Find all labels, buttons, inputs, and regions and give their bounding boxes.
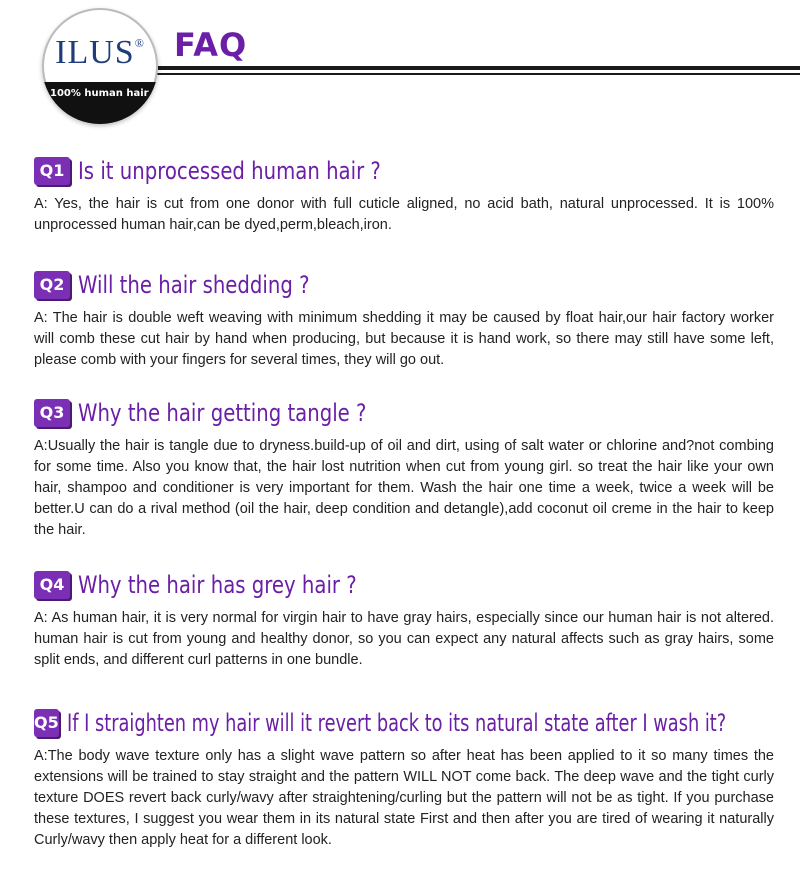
question-row [34,566,774,604]
question-row [34,394,774,432]
logo-band [42,82,158,124]
question-row [34,266,774,304]
question-text: If I straighten my hair will it revert back to its natural state after I wash it? [66,709,726,737]
answer-text: A: The hair is double weft weaving with minimum shedding it may be caused by float hair,our hair factory worker will comb these cut hair by hand when producing, but because it is hand work, so there may still have some left, please comb with your fingers for several times, they will go out. [34,310,774,368]
faq-item-4 [34,566,774,671]
question-text: Will the hair shedding ? [78,271,310,299]
question-row [34,152,774,190]
logo-tagline: 100% human hair [50,88,149,99]
question-badge: Q4 [34,571,70,599]
logo-wordmark: ILUS® [55,34,145,71]
question-text: Is it unprocessed human hair ? [78,157,381,185]
faq-item-2 [34,266,774,371]
header-rule-thick [150,66,800,70]
question-badge: Q2 [34,271,70,299]
faq-item-3 [34,394,774,541]
question-text: Why the hair getting tangle ? [78,399,367,427]
answer-text: A: As human hair, it is very normal for virgin hair to have gray hairs, especially since our human hair is not altered. human hair is cut from young and healthy donor, so you can expect any natural affects such as gray hairs, some split ends, and different curl patterns in one bundle. [34,610,774,668]
answer-text: A: Yes, the hair is cut from one donor with full cuticle aligned, no acid bath, natural unprocessed. It is 100% unprocessed human hair,can be dyed,perm,bleach,iron. [34,196,774,233]
question-badge: Q5 [34,709,59,737]
faq-item-1 [34,152,774,236]
page-header [0,0,800,130]
question-row [34,704,774,742]
header-rule-thin [150,73,800,75]
faq-item-5 [34,704,774,851]
page-title: FAQ [174,26,248,64]
answer-text: A:The body wave texture only has a slight wave pattern so after heat has been applied to it so many times the extensions will be trained to stay straight and the pattern WILL NOT come back. The deep wave and the tight curly texture DOES revert back curly/wavy after straightening/curling but the pattern will not be as tight. If you purchase these textures, I suggest you wear them in its natural state First and then after you are tired of wearing it naturally Curly/wavy then apply heat for a different look. [34,748,774,848]
question-badge: Q1 [34,157,70,185]
question-text: Why the hair has grey hair ? [78,571,357,599]
question-badge: Q3 [34,399,70,427]
brand-logo [42,8,158,124]
answer-text: A:Usually the hair is tangle due to dryness.build-up of oil and dirt, using of salt water or chlorine and?not combing for some time. Also you know that, the hair lost nutrition when cut from young girl. so treat the hair like your own hair, shampoo and conditioner is very important for them. Wash the hair one time a week, twice a week will be better.U can do a rival method (oil the hair, deep condition and detangle),add coconut oil creme in the hair to keep the hair. [34,438,774,538]
